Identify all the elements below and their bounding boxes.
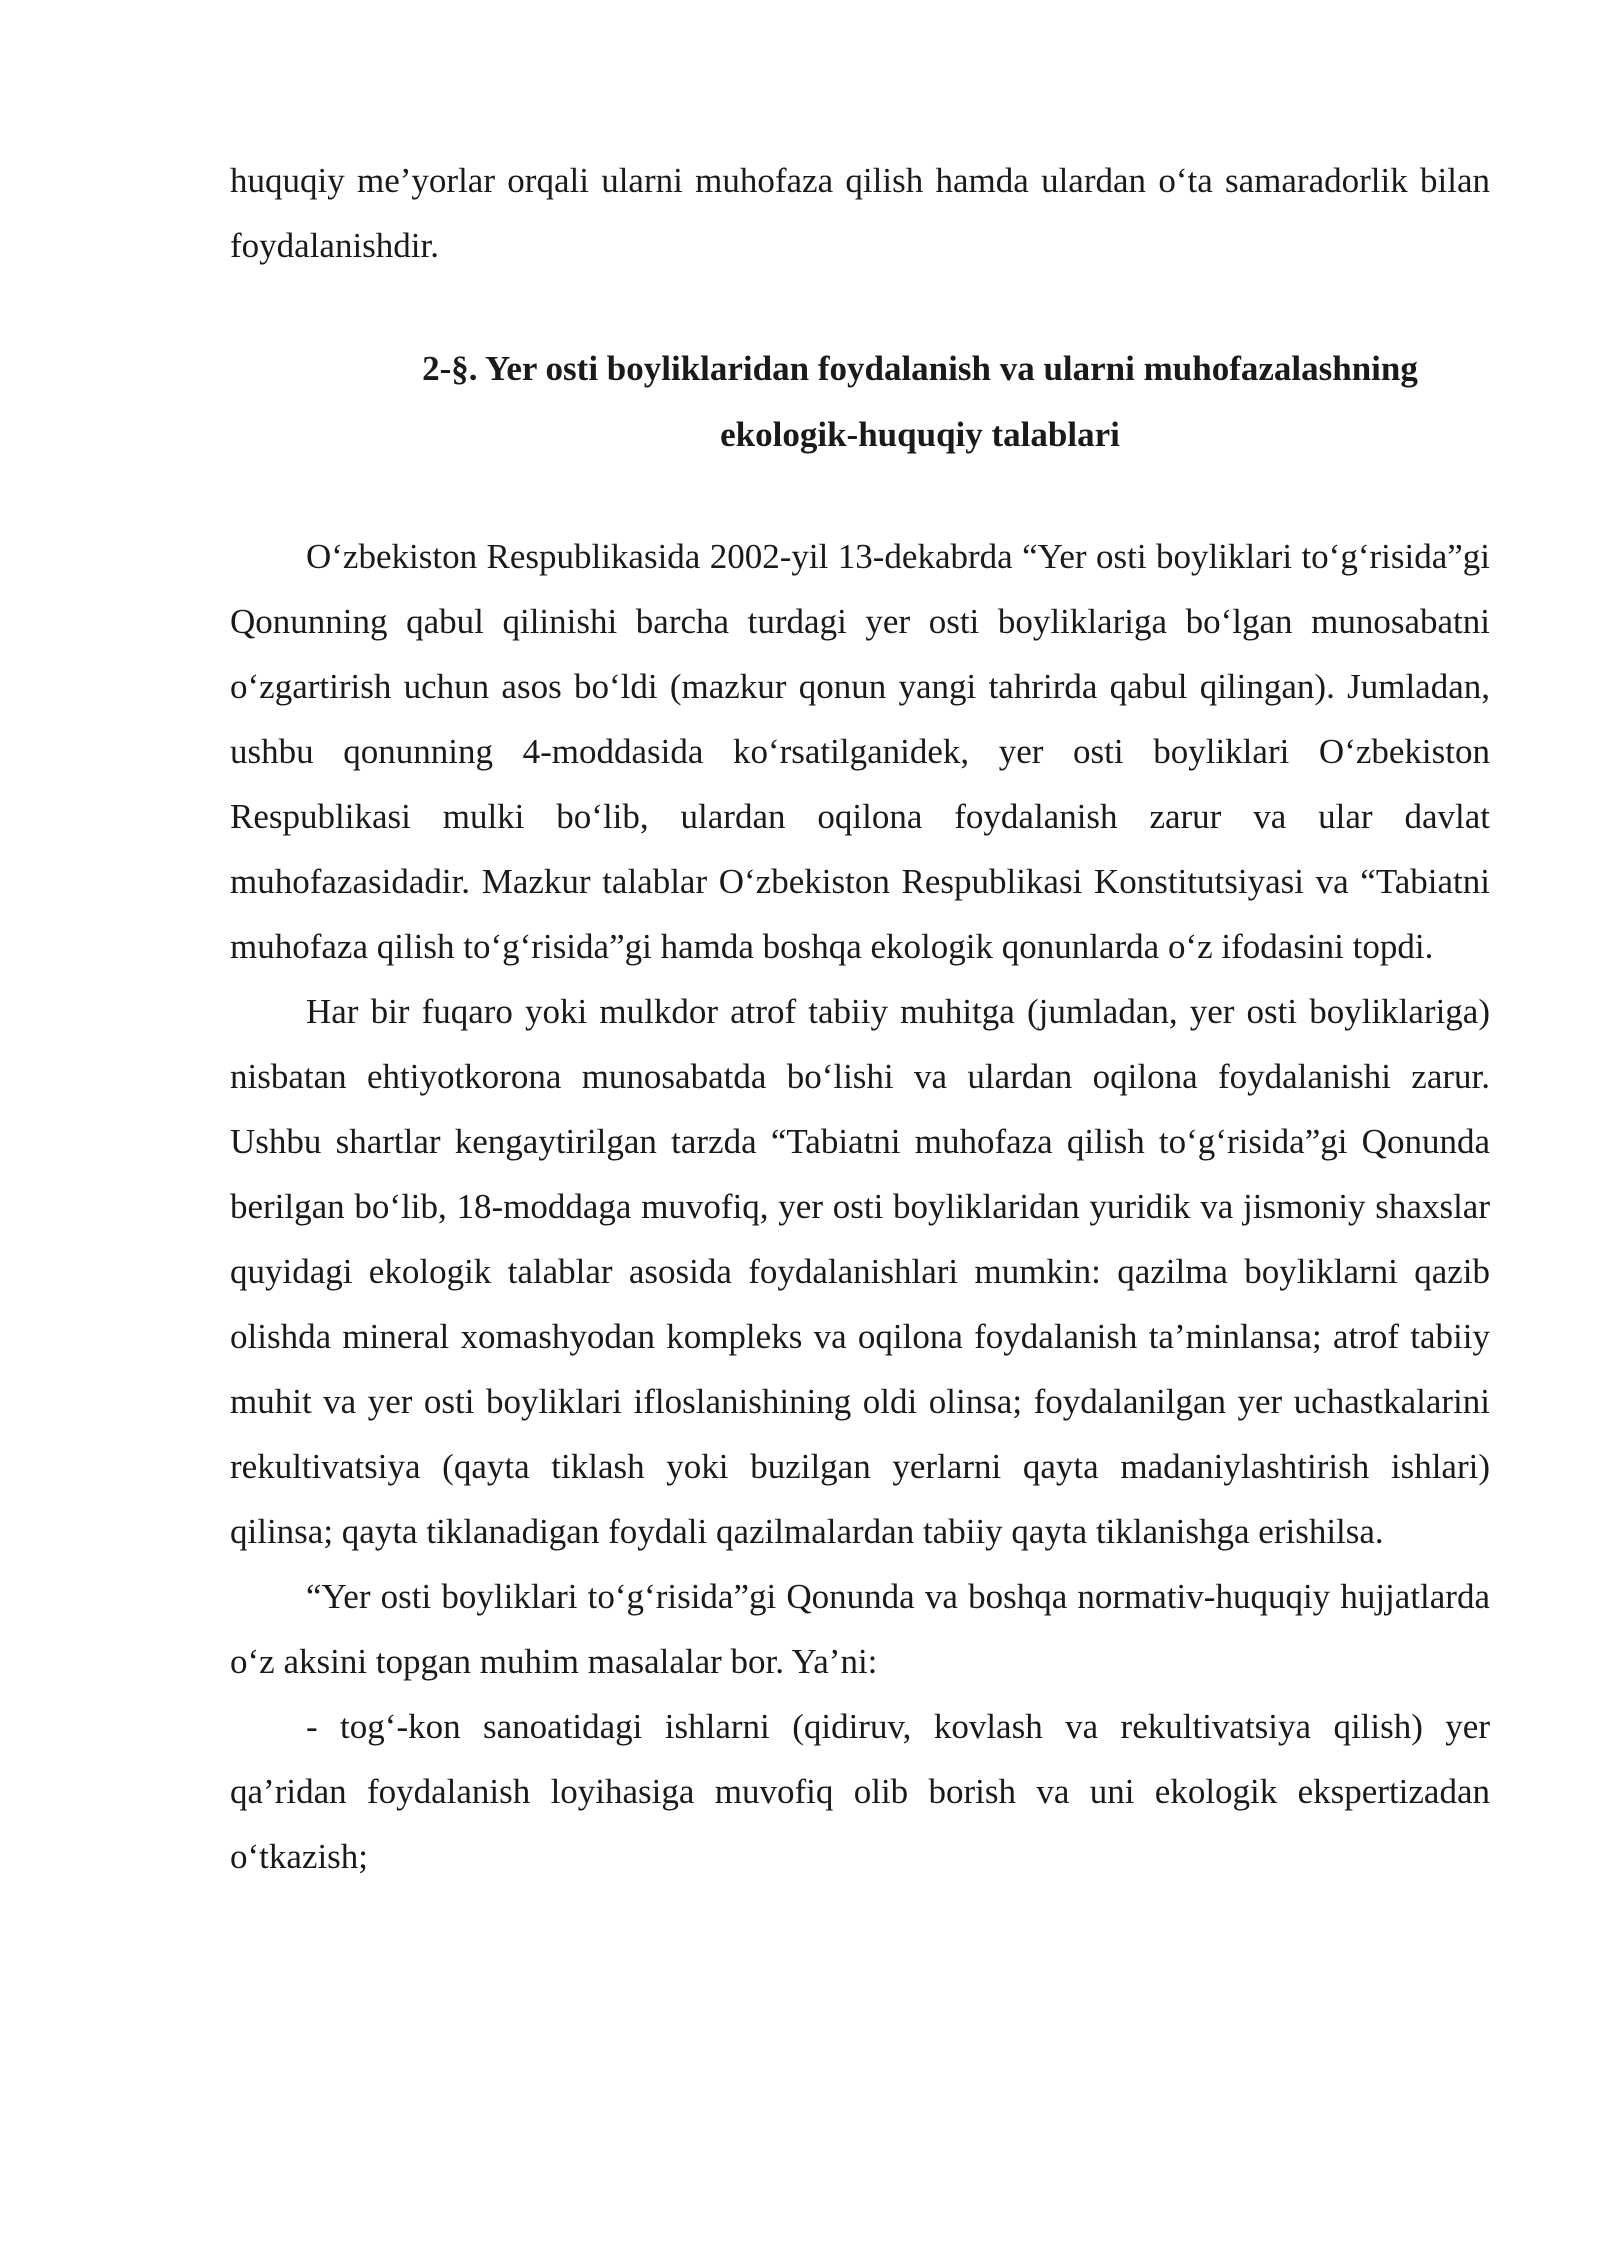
section-heading xyxy=(230,336,1490,468)
document-body xyxy=(230,148,1490,1889)
list-item-paragraph: - tog‘-kon sanoatidagi ishlarni (qidiruv, kovlash va rekultivatsiya qilish) yer qa’ridan foydalanish loyihasiga muvofiq olib borish va uni ekologik ekspertizadan o‘tkazish; xyxy=(230,1707,1490,1876)
body-paragraph-2: Har bir fuqaro yoki mulkdor atrof tabiiy muhitga (jumladan, yer osti boyliklariga) nisbatan ehtiyotkorona munosabatda bo‘lishi va ulardan oqilona foydalanishi zarur. Ushbu shartlar kengaytirilgan tarzda “Tabiatni muhofaza qilish to‘g‘risida”gi Qonunda berilgan bo‘lib, 18-moddaga muvofiq, yer osti boyliklaridan yuridik va jismoniy shaxslar quyidagi ekologik talablar asosida foydalanishlari mumkin: qazilma boyliklarni qazib olishda mineral xomashyodan kompleks va oqilona foydalanish ta’minlansa; atrof tabiiy muhit va yer osti boyliklari ifloslanishining oldi olinsa; foydalanilgan yer uchastkalarini rekultivatsiya (qayta tiklash yoki buzilgan yerlarni qayta madaniylashtirish ishlari) qilinsa; qayta tiklanadigan foydali qazilmalardan tabiiy qayta tiklanishga erishilsa. xyxy=(230,992,1490,1551)
body-paragraph-3: “Yer osti boyliklari to‘g‘risida”gi Qonunda va boshqa normativ-huquqiy hujjatlarda o‘z aksini topgan muhim masalalar bor. Ya’ni: xyxy=(230,1577,1490,1681)
body-paragraph-1: O‘zbekiston Respublikasida 2002-yil 13-dekabrda “Yer osti boyliklari to‘g‘risida”gi Qonunning qabul qilinishi barcha turdagi yer osti boyliklariga bo‘lgan munosabatni o‘zgartirish uchun asos bo‘ldi (mazkur qonun yangi tahrirda qabul qilingan). Jumladan, ushbu qonunning 4-moddasida ko‘rsatilganidek, yer osti boyliklari O‘zbekiston Respublikasi mulki bo‘lib, ulardan oqilona foydalanish zarur va ular davlat muhofazasidadir. Mazkur talablar O‘zbekiston Respublikasi Konstitutsiyasi va “Tabiatni muhofaza qilish to‘g‘risida”gi hamda boshqa ekologik qonunlarda o‘z ifodasini topdi. xyxy=(230,537,1490,966)
intro-paragraph: huquqiy me’yorlar orqali ularni muhofaza qilish hamda ulardan o‘ta samaradorlik bilan foydalanishdir. xyxy=(230,161,1490,265)
section-heading-line-2: ekologik-huquqiy talablari xyxy=(720,415,1120,454)
section-heading-line-1: 2-§. Yer osti boyliklaridan foydalanish va ularni muhofazalashning xyxy=(422,349,1418,388)
